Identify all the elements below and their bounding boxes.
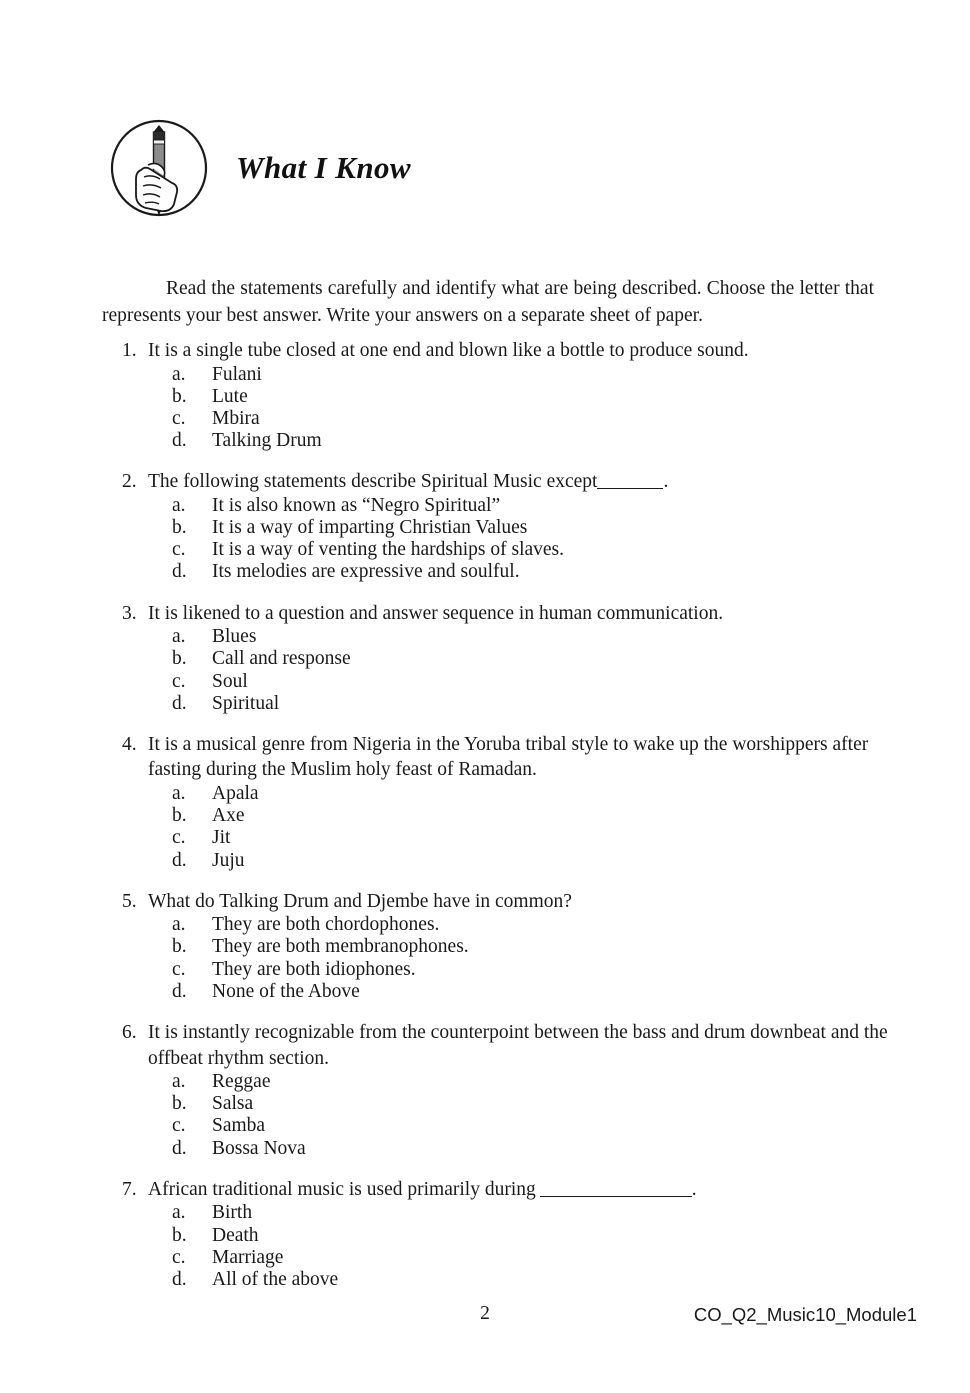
option-item[interactable] [102, 805, 892, 827]
option-item[interactable] [102, 539, 892, 561]
option-item[interactable] [102, 1269, 892, 1291]
option-letter: d. [172, 430, 187, 452]
option-item[interactable] [102, 1138, 892, 1160]
question-block [102, 732, 892, 872]
option-list [102, 914, 892, 1003]
option-item[interactable] [102, 1071, 892, 1093]
option-letter: a. [172, 1202, 186, 1224]
option-list [102, 783, 892, 872]
option-letter: c. [172, 407, 186, 429]
option-letter: c. [172, 1246, 186, 1268]
module-code: CO_Q2_Music10_Module1 [693, 1304, 917, 1325]
option-text: Spiritual [212, 692, 280, 714]
option-item[interactable] [102, 850, 892, 872]
question-trailing-punctuation: . [691, 1178, 697, 1200]
question-text [102, 889, 892, 915]
page-footer [0, 1303, 970, 1343]
hand-holding-pencil-icon [108, 116, 210, 220]
option-text: Marriage [212, 1246, 284, 1268]
question-block [102, 889, 892, 1003]
option-item[interactable] [102, 364, 892, 386]
option-item[interactable] [102, 1202, 892, 1224]
question-block [102, 601, 892, 715]
option-letter: b. [172, 1224, 187, 1246]
question-text [102, 1177, 892, 1203]
option-text: Axe [212, 805, 245, 827]
question-number: 5. [122, 890, 137, 912]
page-number: 2 [480, 1303, 490, 1324]
option-item[interactable] [102, 783, 892, 805]
question-block [102, 1020, 892, 1160]
option-item[interactable] [102, 1247, 892, 1269]
option-list [102, 1071, 892, 1160]
question-block [102, 469, 892, 583]
option-text: They are both membranophones. [212, 936, 469, 958]
option-letter: a. [172, 494, 186, 516]
option-letter: b. [172, 805, 187, 827]
option-item[interactable] [102, 914, 892, 936]
instructions-paragraph: Read the statements carefully and identify what are being described. Choose the letter that represents your best answer. Write your answers on a separate sheet of paper. [102, 277, 874, 326]
option-text: Apala [212, 782, 259, 804]
option-item[interactable] [102, 671, 892, 693]
option-text: Soul [212, 670, 248, 692]
option-letter: a. [172, 914, 186, 936]
option-item[interactable] [102, 561, 892, 583]
option-letter: b. [172, 517, 187, 539]
option-letter: d. [172, 980, 187, 1002]
option-item[interactable] [102, 981, 892, 1003]
option-letter: c. [172, 1115, 186, 1137]
question-text [102, 338, 892, 364]
question-statement: It is a single tube closed at one end and blown like a bottle to produce sound. [148, 340, 749, 361]
option-letter: d. [172, 1268, 187, 1290]
question-number: 2. [122, 471, 137, 493]
option-text: It is a way of imparting Christian Values [212, 517, 528, 539]
option-letter: b. [172, 385, 187, 407]
question-text [102, 469, 892, 495]
option-letter: b. [172, 936, 187, 958]
question-statement: It is likened to a question and answer sequence in human communication. [148, 602, 724, 624]
question-text [102, 601, 892, 627]
question-block [102, 338, 892, 452]
option-text: It is also known as “Negro Spiritual” [212, 494, 501, 516]
option-text: Samba [212, 1115, 266, 1137]
question-text [102, 1020, 892, 1071]
question-statement: The following statements describe Spiritual Music except [148, 471, 598, 493]
question-statement: It is instantly recognizable from the counterpoint between the bass and drum downbeat and the offbeat rhythm section. [148, 1022, 888, 1069]
question-number: 1. [122, 340, 137, 361]
option-letter: c. [172, 958, 186, 980]
page-title: What I Know [236, 150, 411, 185]
option-text: Blues [212, 626, 257, 648]
option-item[interactable] [102, 517, 892, 539]
option-letter: a. [172, 626, 186, 648]
question-number: 6. [122, 1022, 137, 1044]
option-text: Birth [212, 1202, 253, 1224]
option-item[interactable] [102, 1093, 892, 1115]
option-text: Death [212, 1224, 259, 1246]
option-text: Its melodies are expressive and soulful. [212, 561, 520, 583]
option-text: Talking Drum [212, 430, 322, 452]
question-statement: It is a musical genre from Nigeria in the Yoruba tribal style to wake up the worshippers after fasting during the Muslim holy feast of Ramadan. [148, 733, 869, 781]
question-number: 7. [122, 1178, 137, 1200]
option-item[interactable] [102, 626, 892, 648]
option-list [102, 1202, 892, 1291]
option-item[interactable] [102, 408, 892, 430]
option-letter: a. [172, 782, 186, 804]
option-item[interactable] [102, 1225, 892, 1247]
option-letter: d. [172, 561, 187, 583]
question-statement: African traditional music is used primarily during [148, 1178, 536, 1200]
question-list [102, 338, 892, 1308]
option-item[interactable] [102, 1115, 892, 1137]
option-item[interactable] [102, 827, 892, 849]
option-list [102, 626, 892, 715]
option-item[interactable] [102, 959, 892, 981]
option-letter: d. [172, 849, 187, 871]
option-letter: b. [172, 1093, 187, 1115]
option-letter: d. [172, 1137, 187, 1159]
answer-blank[interactable] [597, 488, 663, 489]
question-statement: What do Talking Drum and Djembe have in common? [148, 890, 572, 912]
option-text: Lute [212, 385, 248, 407]
option-item[interactable] [102, 693, 892, 715]
option-letter: c. [172, 827, 186, 849]
option-letter: a. [172, 1071, 186, 1093]
option-text: Mbira [212, 407, 260, 429]
option-text: They are both chordophones. [212, 914, 440, 936]
option-text: Jit [212, 827, 231, 849]
section-header [108, 116, 411, 220]
question-block [102, 1177, 892, 1291]
question-number: 4. [122, 733, 137, 755]
option-text: Salsa [212, 1093, 254, 1115]
answer-blank[interactable] [540, 1196, 692, 1197]
option-text: Bossa Nova [212, 1137, 306, 1159]
option-letter: c. [172, 539, 186, 561]
option-list [102, 364, 892, 453]
option-item[interactable] [102, 386, 892, 408]
option-text: Reggae [212, 1071, 271, 1093]
option-text: They are both idiophones. [212, 958, 416, 980]
option-item[interactable] [102, 495, 892, 517]
option-item[interactable] [102, 648, 892, 670]
option-letter: c. [172, 670, 186, 692]
option-letter: a. [172, 363, 186, 385]
option-letter: b. [172, 648, 187, 670]
option-text: It is a way of venting the hardships of slaves. [212, 539, 565, 561]
question-text [102, 732, 892, 783]
option-text: None of the Above [212, 980, 360, 1002]
option-text: Juju [212, 849, 245, 871]
option-text: Call and response [212, 648, 351, 670]
question-number: 3. [122, 602, 137, 624]
option-text: All of the above [212, 1268, 339, 1290]
option-item[interactable] [102, 936, 892, 958]
option-text: Fulani [212, 363, 262, 385]
option-item[interactable] [102, 430, 892, 452]
question-trailing-punctuation: . [663, 471, 669, 493]
option-list [102, 495, 892, 584]
option-letter: d. [172, 692, 187, 714]
